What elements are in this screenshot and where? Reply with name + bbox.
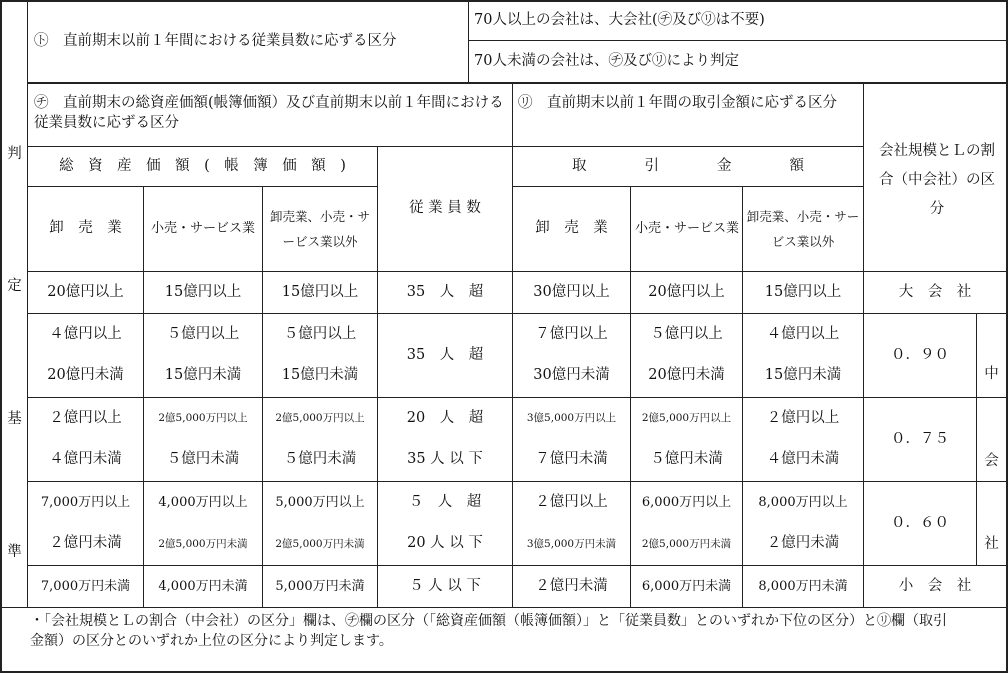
category-cell: 小 会 社 xyxy=(898,577,972,594)
asset-wholesale-cell: ４億円未満 xyxy=(49,451,122,468)
sales-other-cell: 15億円以上 xyxy=(764,283,842,300)
employees-cell: 35 人 以 下 xyxy=(407,451,483,468)
sales-wholesale-cell: 3億5,000万円以上 xyxy=(526,412,617,425)
sales-wholesale-cell: 30億円以上 xyxy=(533,283,610,300)
mid-company-char: 会 xyxy=(984,453,999,470)
asset-other-header: 卸売業、小売・サービス業以外 xyxy=(269,209,370,249)
sales-wholesale-cell: ７億円未満 xyxy=(535,451,608,468)
asset-wholesale-cell: 20億円以上 xyxy=(47,283,124,300)
category-cell: 大 会 社 xyxy=(898,283,972,300)
sales-retail-cell: 2億5,000万円以上 xyxy=(641,412,732,425)
asset-wholesale-cell: ４億円以上 xyxy=(49,325,122,342)
category-cell: ０．９０ xyxy=(891,346,949,363)
employees-cell: 20 人 以 下 xyxy=(407,535,483,552)
sales-other-cell: 15億円未満 xyxy=(764,367,842,384)
side-label-char: 基 xyxy=(7,411,22,428)
asset-wholesale-cell: ２億円未満 xyxy=(49,535,122,552)
sales-wholesale-cell: ７億円以上 xyxy=(535,325,608,342)
sales-other-header: 卸売業、小売・サービス業以外 xyxy=(746,209,860,249)
mid-company-char: 社 xyxy=(984,536,999,553)
sales-header: 取 引 金 額 xyxy=(572,157,804,174)
category-cell: ０．６０ xyxy=(891,514,949,531)
sales-retail-cell: 6,000万円以上 xyxy=(641,494,732,510)
section-ri-label: ㋷ 直前期末以前１年間の取引金額に応ずる区分 xyxy=(518,95,837,111)
sales-other-cell: ２億円未満 xyxy=(766,535,840,552)
sales-other-cell: 8,000万円以上 xyxy=(758,494,848,510)
employees-cell: ５ 人 以 下 xyxy=(409,577,481,594)
rule-large-company: 70人以上の会社は、大会社(㋠及び㋷は不要) xyxy=(474,12,765,29)
employees-header: 従 業 員 数 xyxy=(409,200,481,217)
section-chi-label: ㋠ 直前期末の総資産価額(帳簿価額）及び直前期末以前１年間における従業員数に応ずる区分 xyxy=(34,95,504,131)
sales-other-cell: 8,000万円未満 xyxy=(758,578,848,594)
sales-retail-cell: 20億円未満 xyxy=(648,367,725,384)
side-label-char: 定 xyxy=(7,278,22,295)
section-to-label: ㋣ 直前期末以前１年間における従業員数に応ずる区分 xyxy=(34,33,397,50)
asset-retail-cell: 15億円以上 xyxy=(164,283,242,300)
asset-other-cell: 5,000万円以上 xyxy=(275,494,365,510)
footnote: ・「会社規模とＬの割合（中会社）の区分」欄は、㋠欄の区分（「総資産価額（帳簿価額）」と「従業員数」とのいずれか下位の区分）と㋷欄（取引金額）の区分とのいずれか上位の区分により判定します。 xyxy=(30,613,947,649)
employees-cell: ５ 人 超 xyxy=(408,493,482,510)
rule-small-company: 70人未満の会社は、㋠及び㋷により判定 xyxy=(474,52,739,69)
sales-retail-cell: 20億円以上 xyxy=(648,283,725,300)
category-cell: ０．７５ xyxy=(891,430,949,447)
side-label-char: 判 xyxy=(7,146,22,163)
sales-retail-cell: ５億円以上 xyxy=(650,325,723,342)
sales-other-cell: ２億円以上 xyxy=(766,409,840,426)
asset-other-cell: 2億5,000万円以上 xyxy=(275,412,365,425)
asset-other-cell: ５億円以上 xyxy=(283,325,357,342)
asset-wholesale-cell: ２億円以上 xyxy=(49,409,122,426)
asset-retail-cell: 2億5,000万円未満 xyxy=(158,537,248,550)
asset-retail-cell: 2億5,000万円以上 xyxy=(158,412,248,425)
asset-wholesale-cell: 20億円未満 xyxy=(47,367,124,384)
asset-other-cell: 15億円以上 xyxy=(281,283,359,300)
sales-wholesale-cell: 30億円未満 xyxy=(533,367,610,384)
employees-cell: 35 人 超 xyxy=(406,346,484,363)
asset-retail-cell: 15億円未満 xyxy=(164,367,242,384)
mid-company-char: 中 xyxy=(984,366,999,383)
employees-cell: 35 人 超 xyxy=(406,283,484,300)
sales-retail-cell: ５億円未満 xyxy=(650,451,723,468)
asset-retail-cell: ５億円未満 xyxy=(166,451,240,468)
asset-retail-header: 小売・サービス業 xyxy=(150,221,255,236)
asset-other-cell: 2億5,000万円未満 xyxy=(275,537,365,550)
asset-wholesale-header: 卸 売 業 xyxy=(49,220,122,237)
asset-retail-cell: 4,000万円未満 xyxy=(158,578,248,594)
sales-wholesale-cell: 3億5,000万円未満 xyxy=(526,537,617,550)
asset-other-cell: 5,000万円未満 xyxy=(275,578,365,594)
asset-other-cell: 15億円未満 xyxy=(281,367,359,384)
asset-other-cell: ５億円未満 xyxy=(283,451,357,468)
asset-wholesale-cell: 7,000万円以上 xyxy=(40,494,131,510)
side-label-char: 準 xyxy=(7,544,22,561)
sales-retail-cell: 6,000万円未満 xyxy=(641,578,732,594)
employees-cell: 20 人 超 xyxy=(406,409,484,426)
sales-retail-header: 小売・サービス業 xyxy=(635,221,740,236)
sales-retail-cell: 2億5,000万円未満 xyxy=(641,537,732,550)
asset-wholesale-cell: 7,000万円未満 xyxy=(40,578,131,594)
asset-retail-cell: 4,000万円以上 xyxy=(158,494,248,510)
sales-other-cell: ４億円未満 xyxy=(766,451,840,468)
sales-wholesale-cell: ２億円未満 xyxy=(535,577,608,594)
sales-wholesale-header: 卸 売 業 xyxy=(535,220,608,237)
sales-other-cell: ４億円以上 xyxy=(766,325,840,342)
sales-wholesale-cell: ２億円以上 xyxy=(535,493,608,510)
ratio-header: 会社規模とＬの割合（中会社）の区分 xyxy=(879,142,995,217)
asset-retail-cell: ５億円以上 xyxy=(166,325,240,342)
assets-header: 総 資 産 価 額 ( 帳 簿 価 額 ) xyxy=(59,157,346,174)
